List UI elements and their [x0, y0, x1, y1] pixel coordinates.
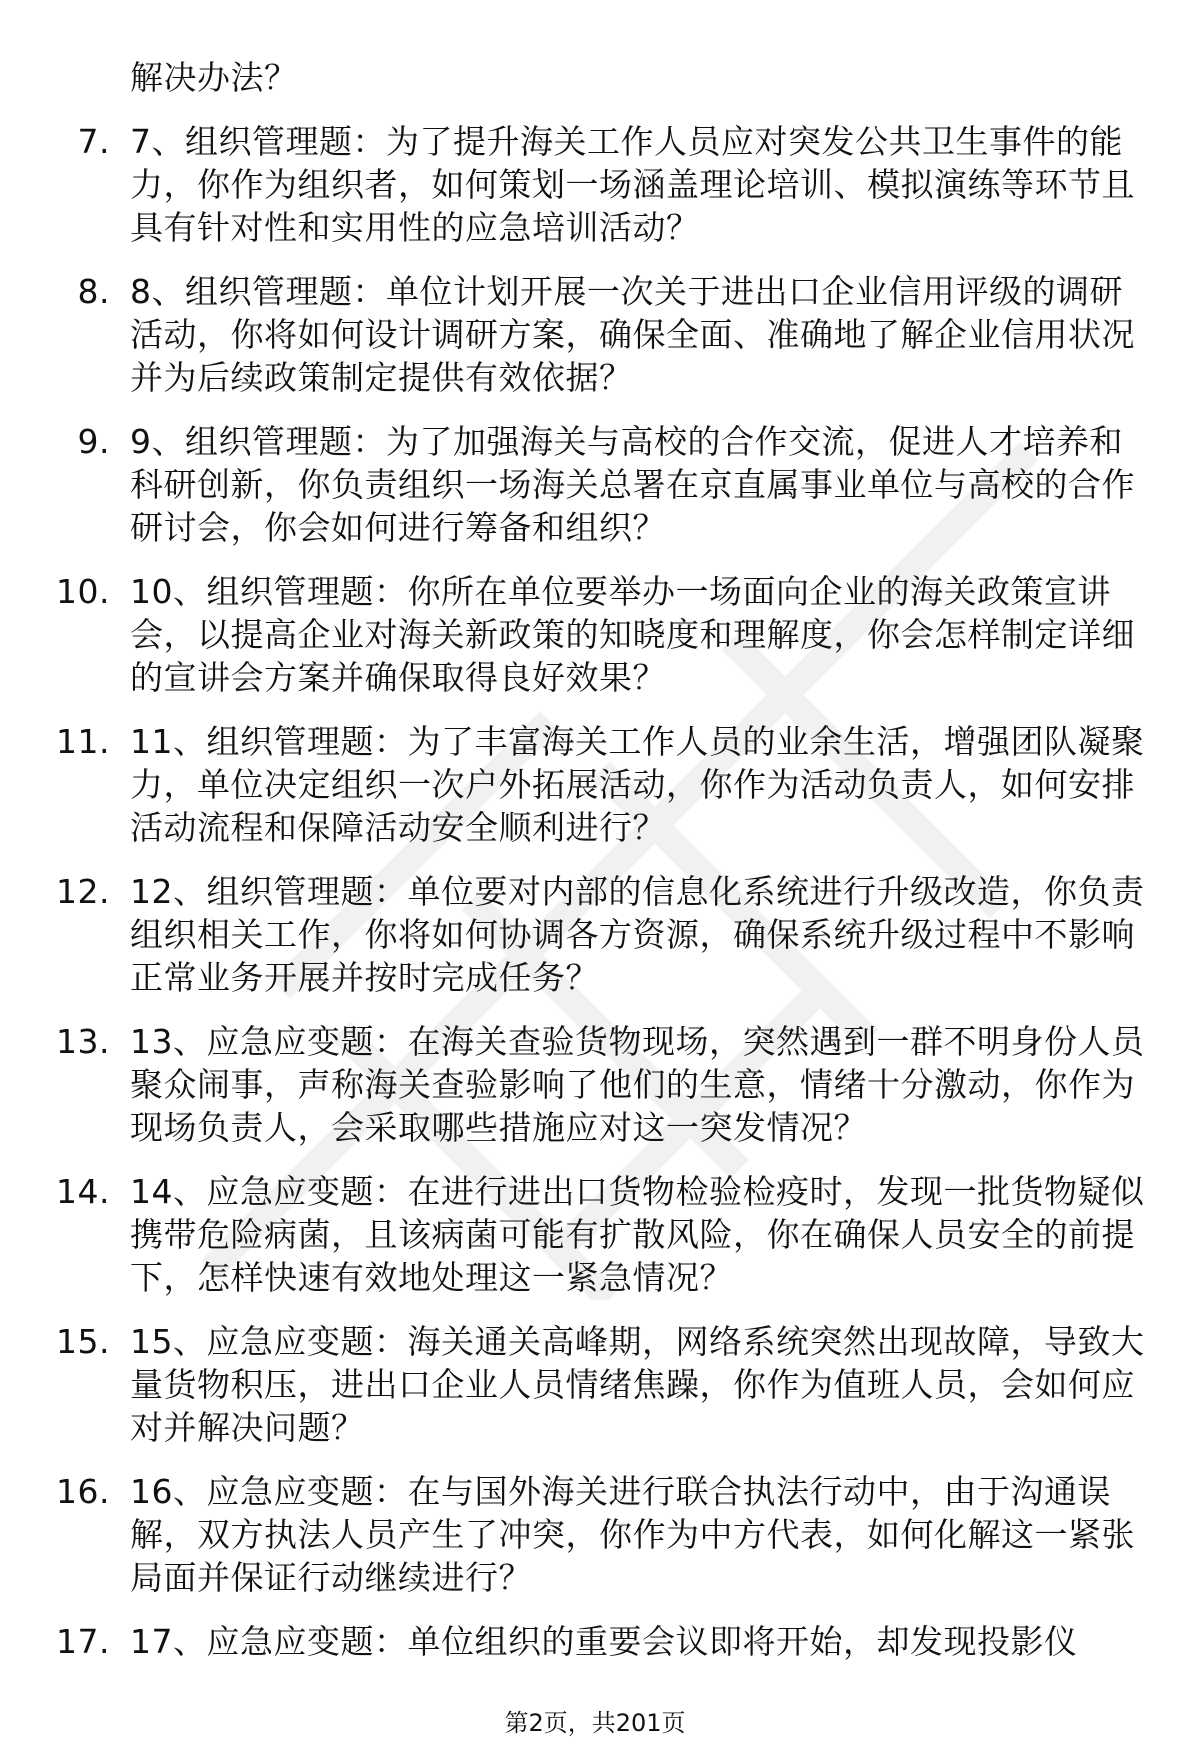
item-text: 15、应急应变题：海关通关高峰期，网络系统突然出现故障，导致大量货物积压，进出口企业人员情绪焦躁，你作为值班人员，会如何应对并解决问题？ [130, 1322, 1145, 1447]
item-number: 10. [56, 572, 110, 611]
list-item [0, 1170, 1150, 1299]
item-number: 12. [56, 872, 110, 911]
list-item [0, 570, 1150, 699]
item-text: 12、组织管理题：单位要对内部的信息化系统进行升级改造，你负责组织相关工作，你将如何协调各方资源，确保系统升级过程中不影响正常业务开展并按时完成任务？ [130, 872, 1145, 997]
list-item [0, 1620, 1150, 1663]
page-number-footer: 第2页，共201页 [504, 1709, 686, 1737]
item-text: 8、组织管理题：单位计划开展一次关于进出口企业信用评级的调研活动，你将如何设计调研方案，确保全面、准确地了解企业信用状况并为后续政策制定提供有效依据？ [130, 272, 1135, 397]
item-number: 8. [77, 272, 110, 311]
list-item [0, 870, 1150, 999]
question-list [0, 56, 1190, 1684]
item-text: 17、应急应变题：单位组织的重要会议即将开始，却发现投影仪 [130, 1622, 1078, 1661]
item-number: 16. [56, 1472, 110, 1511]
list-item [0, 1470, 1150, 1599]
item-number: 15. [56, 1322, 110, 1361]
item-text: 13、应急应变题：在海关查验货物现场，突然遇到一群不明身份人员聚众闹事，声称海关查验影响了他们的生意，情绪十分激动，你作为现场负责人，会采取哪些措施应对这一突发情况？ [130, 1022, 1145, 1147]
item-text: 11、组织管理题：为了丰富海关工作人员的业余生活，增强团队凝聚力，单位决定组织一次户外拓展活动，你作为活动负责人，如何安排活动流程和保障活动安全顺利进行？ [130, 722, 1145, 847]
list-item [0, 270, 1150, 399]
item-text: 9、组织管理题：为了加强海关与高校的合作交流，促进人才培养和科研创新，你负责组织一场海关总署在京直属事业单位与高校的合作研讨会，你会如何进行筹备和组织？ [130, 422, 1135, 547]
item-text: 10、组织管理题：你所在单位要举办一场面向企业的海关政策宣讲会，以提高企业对海关新政策的知晓度和理解度，你会怎样制定详细的宣讲会方案并确保取得良好效果？ [130, 572, 1135, 697]
item-number: 13. [56, 1022, 110, 1061]
item-number: 9. [77, 422, 110, 461]
list-item [0, 1320, 1150, 1449]
item-text: 14、应急应变题：在进行进出口货物检验检疫时，发现一批货物疑似携带危险病菌，且该病菌可能有扩散风险，你在确保人员安全的前提下，怎样快速有效地处理这一紧急情况？ [130, 1172, 1145, 1297]
item-text: 16、应急应变题：在与国外海关进行联合执法行动中，由于沟通误解，双方执法人员产生了冲突，你作为中方代表，如何化解这一紧张局面并保证行动继续进行？ [130, 1472, 1135, 1597]
item-number: 17. [56, 1622, 110, 1661]
continued-text: 解决办法？ [130, 58, 298, 97]
list-item [0, 720, 1150, 849]
item-number: 11. [56, 722, 110, 761]
list-item [0, 1020, 1150, 1149]
list-item [0, 120, 1150, 249]
item-number: 7. [77, 122, 110, 161]
item-text: 7、组织管理题：为了提升海关工作人员应对突发公共卫生事件的能力，你作为组织者，如何策划一场涵盖理论培训、模拟演练等环节且具有针对性和实用性的应急培训活动？ [130, 122, 1135, 247]
list-item [0, 420, 1150, 549]
item-number: 14. [56, 1172, 110, 1211]
